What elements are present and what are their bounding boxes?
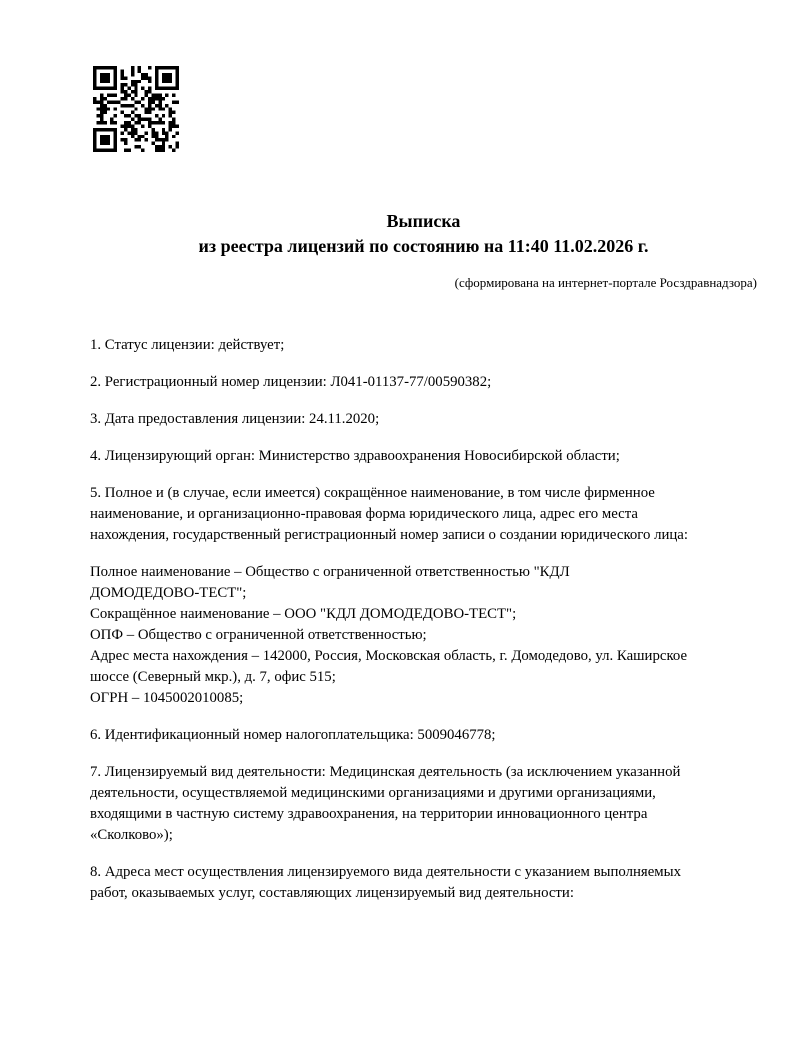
paragraph-line: 5. Полное и (в случае, если имеется) сокращённое наименование, в том числе фирменное xyxy=(90,485,655,501)
paragraph xyxy=(90,372,771,393)
paragraph xyxy=(90,446,771,467)
paragraph xyxy=(90,562,771,709)
paragraph-line: 3. Дата предоставления лицензии: 24.11.2020; xyxy=(90,411,380,427)
paragraph-line: 4. Лицензирующий орган: Министерство здравоохранения Новосибирской области; xyxy=(90,448,620,464)
paragraph-line: 6. Идентификационный номер налогоплательщика: 5009046778; xyxy=(90,727,496,743)
paragraph-line: наименование, и организационно-правовая форма юридического лица, адрес его места xyxy=(90,506,638,522)
paragraph-line: «Сколково»); xyxy=(90,827,173,843)
paragraph xyxy=(90,862,771,904)
document-body xyxy=(90,335,771,904)
paragraph xyxy=(90,335,771,356)
paragraph xyxy=(90,409,771,430)
paragraph-line: шоссе (Северный мкр.), д. 7, офис 515; xyxy=(90,669,336,685)
paragraph-line: 1. Статус лицензии: действует; xyxy=(90,337,285,353)
paragraph xyxy=(90,762,771,846)
paragraph-line: 8. Адреса мест осуществления лицензируемого вида деятельности с указанием выполняемых xyxy=(90,864,682,880)
title-line-2: из реестра лицензий по состоянию на 11:40 11.02.2026 г. xyxy=(198,236,649,256)
qr-code-icon xyxy=(93,66,179,152)
title-line-1: Выписка xyxy=(386,211,461,231)
paragraph-line: Полное наименование – Общество с ограниченной ответственностью "КДЛ xyxy=(90,564,570,580)
paragraph-line: работ, оказываемых услуг, составляющих лицензируемый вид деятельности: xyxy=(90,885,574,901)
qr-code-svg xyxy=(93,66,179,152)
paragraph-line: Сокращённое наименование – ООО "КДЛ ДОМОДЕДОВО-ТЕСТ"; xyxy=(90,606,517,622)
paragraph-line: 2. Регистрационный номер лицензии: Л041-01137-77/00590382; xyxy=(90,374,492,390)
paragraph-line: деятельности, осуществляемой медицинскими организациями и другими организациями, xyxy=(90,785,656,801)
paragraph-line: 7. Лицензируемый вид деятельности: Медицинская деятельность (за исключением указанной xyxy=(90,764,681,780)
paragraph-line: ОГРН – 1045002010085; xyxy=(90,690,244,706)
paragraph-line: нахождения, государственный регистрационный номер записи о создании юридического лица: xyxy=(90,527,688,543)
paragraph xyxy=(90,725,771,746)
paragraph xyxy=(90,483,771,546)
subtitle: (сформирована на интернет-портале Росздравнадзора) xyxy=(454,275,757,290)
paragraph-line: ОПФ – Общество с ограниченной ответственностью; xyxy=(90,627,427,643)
paragraph-line: ДОМОДЕДОВО-ТЕСТ"; xyxy=(90,585,247,601)
document-title xyxy=(90,0,757,259)
paragraph-line: Адрес места нахождения – 142000, Россия, Московская область, г. Домодедово, ул. Каширское xyxy=(90,648,688,664)
paragraph-line: входящими в частную систему здравоохранения, на территории инновационного центра xyxy=(90,806,648,822)
